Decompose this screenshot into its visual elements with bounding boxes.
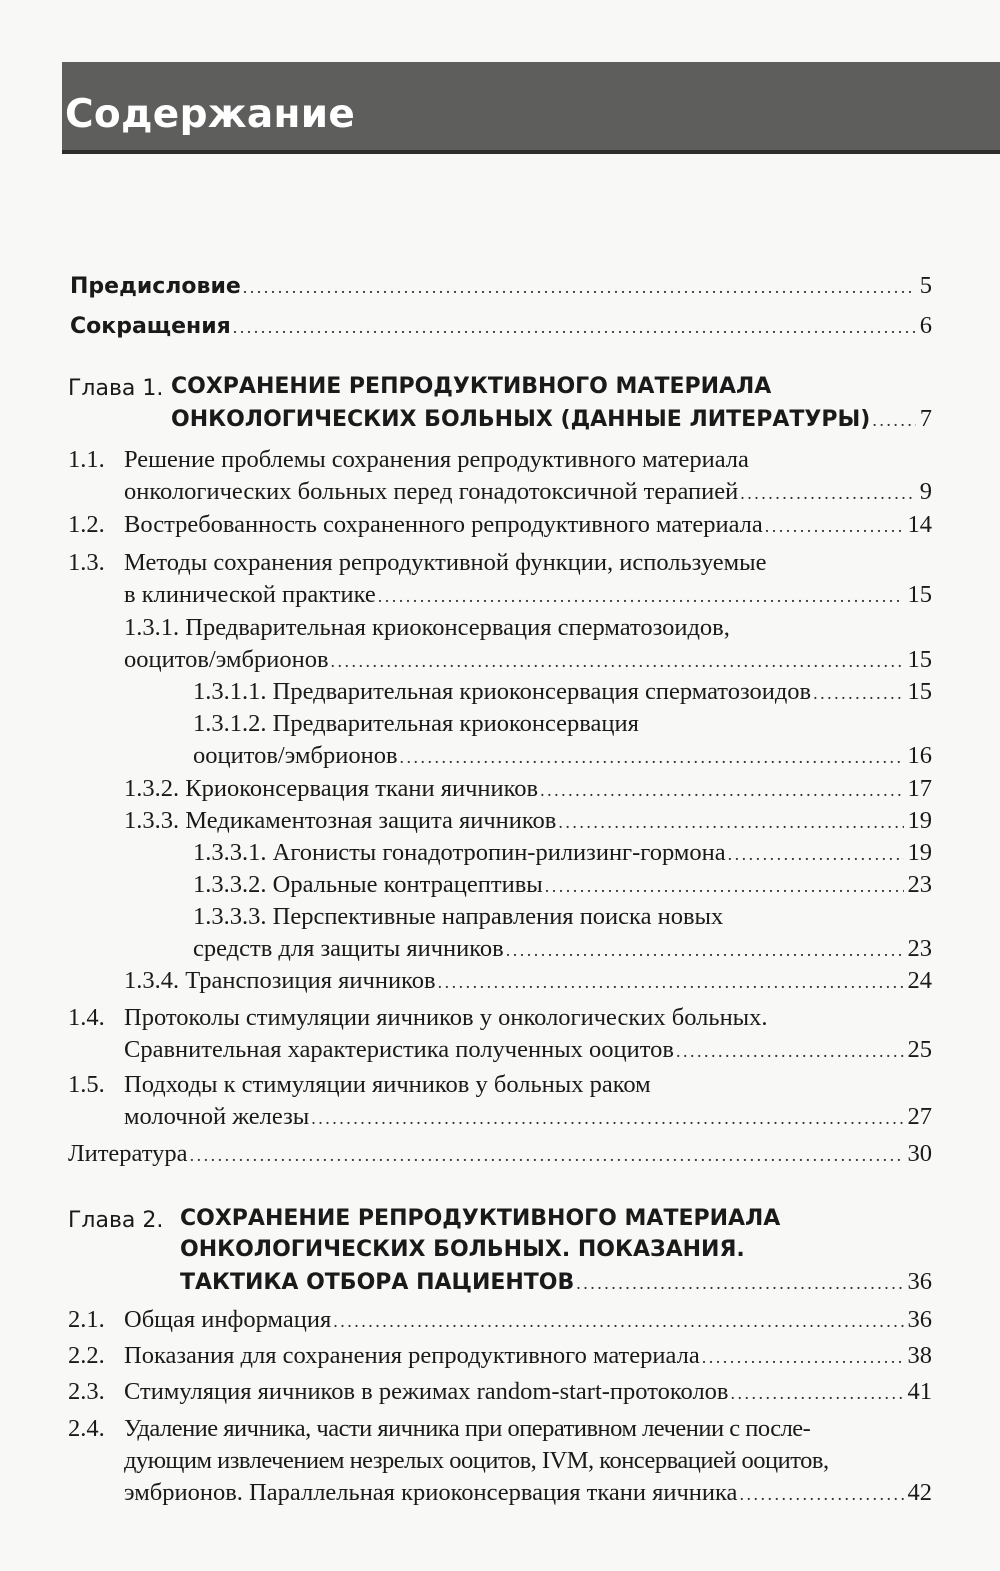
section-2-3[interactable]: Стимуляция яичников в режимах random-start-протоколов ..... 41	[124, 1380, 932, 1405]
chapter-1-prefix: Глава 1.	[68, 376, 164, 401]
section-1-1-line1[interactable]: Решение проблемы сохранения репродуктивного материала	[124, 446, 749, 473]
leader-dots	[813, 684, 903, 702]
section-1-3-1-2-line2[interactable]: ооцитов/эмбрионов ..... 16	[193, 744, 932, 769]
chapter-2-prefix: Глава 2.	[68, 1208, 164, 1233]
section-number: 1.1.	[68, 446, 105, 473]
entry-label: Сокращения	[70, 314, 231, 339]
section-number: 1.3.	[68, 549, 105, 576]
leader-dots	[545, 877, 904, 895]
leader-dots	[190, 1146, 904, 1164]
leader-dots	[311, 1109, 903, 1127]
leader-dots	[765, 517, 904, 535]
section-1-3-line1[interactable]: Методы сохранения репродуктивной функции, используемые	[124, 549, 767, 576]
leader-dots	[739, 1485, 903, 1503]
page-number: 36	[907, 1306, 932, 1333]
page-number: 23	[907, 935, 932, 962]
section-1-3-3-3-line2[interactable]: средств для защиты яичников ..... 23	[193, 937, 932, 962]
section-1-3-1-1[interactable]: 1.3.1.1. Предварительная криоконсервация сперматозоидов ..... 15	[193, 680, 932, 705]
leader-dots	[558, 813, 903, 831]
section-1-3-4[interactable]: 1.3.4. Транспозиция яичников ..... 24	[124, 969, 932, 994]
section-1-2[interactable]: Востребованность сохраненного репродуктивного материала ..... 14	[124, 513, 932, 538]
section-1-3-3[interactable]: 1.3.3. Медикаментозная защита яичников ..... 19	[124, 809, 932, 834]
section-2-4-line3[interactable]: эмбрионов. Параллельная криоконсервация ткани яичника ..... 42	[124, 1481, 932, 1506]
section-1-3-1-line2[interactable]: ооцитов/эмбрионов ..... 15	[124, 648, 932, 673]
section-number: 2.1.	[68, 1306, 105, 1333]
section-1-5-line1[interactable]: Подходы к стимуляции яичников у больных раком	[124, 1071, 651, 1098]
page-number: 15	[907, 678, 932, 705]
page-number: 6	[919, 312, 932, 339]
section-1-3-1-line1[interactable]: 1.3.1. Предварительная криоконсервация сперматозоидов,	[124, 614, 730, 641]
page-number: 38	[907, 1342, 932, 1369]
page-number: 14	[907, 511, 932, 538]
section-1-4-line1[interactable]: Протоколы стимуляции яичников у онкологических больных.	[124, 1004, 768, 1031]
page-number: 15	[907, 581, 932, 608]
page-number: 7	[919, 405, 932, 432]
section-1-3-line2[interactable]: в клинической практике ..... 15	[124, 583, 932, 608]
toc-entry-literature[interactable]: Литература ..... 30	[68, 1142, 932, 1167]
section-number: 2.4.	[68, 1415, 105, 1442]
chapter-1-title-line1[interactable]: СОХРАНЕНИЕ РЕПРОДУКТИВНОГО МАТЕРИАЛА	[171, 374, 772, 399]
page-number: 41	[907, 1378, 932, 1405]
page-number: 42	[907, 1479, 932, 1506]
section-2-4-line1[interactable]: Удаление яичника, части яичника при оперативном лечении с после-	[124, 1415, 811, 1442]
leader-dots	[438, 973, 904, 991]
leader-dots	[740, 484, 915, 502]
page-number: 16	[907, 742, 932, 769]
page-title: Содержание	[65, 92, 356, 137]
section-number: 1.5.	[68, 1071, 105, 1098]
section-1-3-3-2[interactable]: 1.3.3.2. Оральные контрацептивы ..... 23	[193, 873, 932, 898]
section-1-3-1-2-line1[interactable]: 1.3.1.2. Предварительная криоконсервация	[193, 710, 639, 737]
chapter-2-title-line1[interactable]: СОХРАНЕНИЕ РЕПРОДУКТИВНОГО МАТЕРИАЛА	[180, 1206, 781, 1231]
leader-dots	[506, 941, 904, 959]
leader-dots	[233, 318, 916, 336]
section-1-5-line2[interactable]: молочной железы ..... 27	[124, 1105, 932, 1130]
section-2-2[interactable]: Показания для сохранения репродуктивного материала ..... 38	[124, 1344, 932, 1369]
leader-dots	[378, 587, 904, 605]
section-2-4-line2[interactable]: дующим извлечением незрелых ооцитов, IVM, консервацией ооцитов,	[124, 1447, 829, 1474]
page-number: 23	[907, 871, 932, 898]
section-number: 2.2.	[68, 1342, 105, 1369]
leader-dots	[676, 1042, 904, 1060]
page-number: 24	[907, 967, 932, 994]
chapter-1-title-line2[interactable]: ОНКОЛОГИЧЕСКИХ БОЛЬНЫХ (ДАННЫЕ ЛИТЕРАТУРЫ) ..... 7	[171, 407, 932, 432]
section-2-1[interactable]: Общая информация ..... 36	[124, 1308, 932, 1333]
page-number: 19	[907, 839, 932, 866]
chapter-2-title-line3[interactable]: ТАКТИКА ОТБОРА ПАЦИЕНТОВ ..... 36	[180, 1270, 932, 1295]
leader-dots	[702, 1348, 904, 1366]
section-number: 1.4.	[68, 1004, 105, 1031]
leader-dots	[576, 1274, 903, 1292]
section-1-3-3-3-line1[interactable]: 1.3.3.3. Перспективные направления поиска новых	[193, 903, 724, 930]
leader-dots	[333, 1312, 903, 1330]
toc-entry-abbreviations[interactable]	[70, 314, 932, 339]
leader-dots	[331, 652, 904, 670]
page-number: 36	[907, 1268, 932, 1295]
section-number: 1.2.	[68, 511, 105, 538]
section-1-4-line2[interactable]: Сравнительная характеристика полученных ооцитов ..... 25	[124, 1038, 932, 1063]
page-number: 19	[907, 807, 932, 834]
entry-label: Предисловие	[70, 274, 241, 299]
leader-dots	[400, 748, 904, 766]
leader-dots	[243, 278, 916, 296]
section-1-1-line2[interactable]: онкологических больных перед гонадотоксичной терапией ..... 9	[124, 480, 932, 505]
page-number: 17	[907, 775, 932, 802]
page-number: 15	[907, 646, 932, 673]
toc-entry-preface[interactable]	[70, 274, 932, 299]
page-number: 25	[907, 1036, 932, 1063]
page-number: 27	[907, 1103, 932, 1130]
page-number: 30	[907, 1140, 932, 1167]
page-number: 5	[919, 272, 932, 299]
section-number: 2.3.	[68, 1378, 105, 1405]
section-1-3-3-1[interactable]: 1.3.3.1. Агонисты гонадотропин-рилизинг-гормона ..... 19	[193, 841, 932, 866]
leader-dots	[540, 781, 903, 799]
section-1-3-2[interactable]: 1.3.2. Криоконсервация ткани яичников ..... 17	[124, 777, 932, 802]
leader-dots	[731, 1384, 904, 1402]
chapter-2-title-line2[interactable]: ОНКОЛОГИЧЕСКИХ БОЛЬНЫХ. ПОКАЗАНИЯ.	[180, 1237, 745, 1262]
leader-dots	[872, 411, 915, 429]
leader-dots	[728, 845, 904, 863]
page-number: 9	[919, 478, 932, 505]
